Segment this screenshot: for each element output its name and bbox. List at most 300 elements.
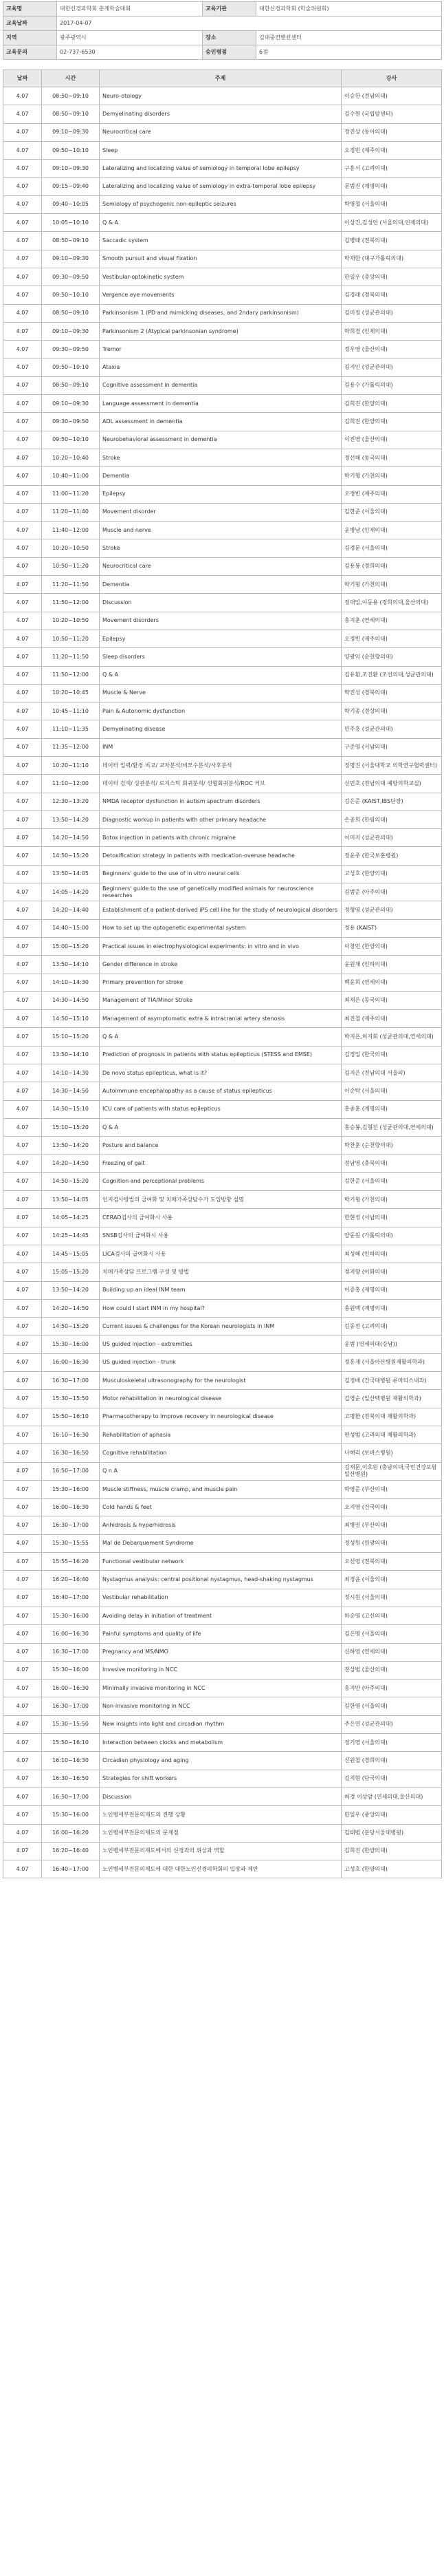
- table-row: [3, 250, 442, 268]
- cell-topic: Q & A: [100, 1118, 342, 1136]
- header-lecturer: 강사: [342, 70, 442, 87]
- cell-topic: Rehabilitation of aphasia: [100, 1426, 342, 1443]
- cell-date: 4.07: [3, 160, 42, 178]
- cell-date: 4.07: [3, 738, 42, 756]
- table-row: [3, 1372, 442, 1390]
- table-row: [3, 1318, 442, 1335]
- table-row: [3, 1860, 442, 1878]
- table-row: [3, 793, 442, 811]
- cell-topic: Establishment of a patient-derived iPS cell line for the study of neurological disorders: [100, 901, 342, 919]
- cell-time: 10:20~10:50: [42, 539, 100, 557]
- cell-time: 15:05~15:20: [42, 1263, 100, 1281]
- cell-time: 09:50~10:10: [42, 141, 100, 159]
- cell-date: 4.07: [3, 1426, 42, 1443]
- cell-date: 4.07: [3, 684, 42, 702]
- table-row: [3, 937, 442, 955]
- table-row: [3, 341, 442, 358]
- cell-date: 4.07: [3, 1155, 42, 1172]
- cell-time: 16:40~17:00: [42, 1589, 100, 1607]
- cell-time: 16:10~16:30: [42, 1426, 100, 1443]
- table-row: [3, 974, 442, 991]
- cell-topic: Musculoskeletal ultrasonography for the neurologist: [100, 1372, 342, 1390]
- cell-topic: Discussion: [100, 594, 342, 612]
- cell-topic: Current issues & challenges for the Korean neurologists in INM: [100, 1318, 342, 1335]
- cell-time: 16:50~17:00: [42, 1788, 100, 1805]
- cell-time: 09:15~09:40: [42, 178, 100, 195]
- table-row: [3, 1625, 442, 1643]
- cell-lecturer: 정선해 (동국의대): [342, 449, 442, 466]
- cell-date: 4.07: [3, 612, 42, 630]
- cell-date: 4.07: [3, 1064, 42, 1082]
- cell-time: 16:10~16:30: [42, 1752, 100, 1770]
- cell-topic: 데이터 검색/ 상관분석/ 로지스틱 회귀분석/ 선형회귀분석/ROC 커브: [100, 775, 342, 793]
- cell-topic: Epilepsy: [100, 485, 342, 503]
- cell-date: 4.07: [3, 1335, 42, 1353]
- cell-topic: Management of asymptomatic extra & intracranial artery stenosis: [100, 1010, 342, 1028]
- cell-date: 4.07: [3, 1734, 42, 1752]
- cell-time: 11:20~11:40: [42, 503, 100, 521]
- cell-topic: New insights into light and circadian rhythm: [100, 1715, 342, 1733]
- table-row: [3, 539, 442, 557]
- cell-lecturer: 정용 (KAIST): [342, 919, 442, 937]
- cell-time: 15:30~16:00: [42, 1607, 100, 1624]
- cell-time: 10:20~10:40: [42, 449, 100, 466]
- cell-topic: Functional vestibular network: [100, 1553, 342, 1571]
- table-row: [3, 1100, 442, 1118]
- cell-lecturer: 김태범 (분당서울대병원): [342, 1824, 442, 1842]
- cell-time: 14:50~15:20: [42, 1172, 100, 1190]
- table-row: [3, 160, 442, 178]
- cell-time: 08:50~09:10: [42, 304, 100, 322]
- table-row: [3, 576, 442, 594]
- cell-topic: ADL assessment in dementia: [100, 413, 342, 431]
- cell-date: 4.07: [3, 1462, 42, 1480]
- cell-date: 4.07: [3, 793, 42, 811]
- cell-date: 4.07: [3, 829, 42, 847]
- cell-date: 4.07: [3, 883, 42, 901]
- cell-time: 10:40~11:00: [42, 467, 100, 485]
- cell-lecturer: 홍승봉,김형진 (성균관의대,연세의대): [342, 1118, 442, 1136]
- cell-time: 14:50~15:20: [42, 847, 100, 865]
- cell-date: 4.07: [3, 1806, 42, 1824]
- table-row: [3, 1806, 442, 1824]
- info-row-course: [3, 2, 442, 17]
- table-row: [3, 648, 442, 666]
- cell-lecturer: 이상건,김성언 (서울의대,인제의대): [342, 214, 442, 232]
- cell-lecturer: 오정빈 (제주의대): [342, 485, 442, 503]
- cell-date: 4.07: [3, 1788, 42, 1805]
- cell-topic: Strategies for shift workers: [100, 1770, 342, 1788]
- cell-lecturer: 구흥서 (고려의대): [342, 160, 442, 178]
- cell-date: 4.07: [3, 1227, 42, 1245]
- cell-topic: Stroke: [100, 449, 342, 466]
- info-value-credits: 6점: [256, 45, 442, 60]
- table-row: [3, 485, 442, 503]
- cell-topic: Ataxia: [100, 358, 342, 376]
- table-row: [3, 1191, 442, 1209]
- cell-topic: Primary prevention for stroke: [100, 974, 342, 991]
- table-row: [3, 123, 442, 141]
- cell-topic: Vergence eye movements: [100, 286, 342, 304]
- cell-date: 4.07: [3, 1028, 42, 1046]
- table-row: [3, 1353, 442, 1371]
- cell-date: 4.07: [3, 1824, 42, 1842]
- cell-date: 4.07: [3, 937, 42, 955]
- cell-lecturer: 주은연 (성균관의대): [342, 1715, 442, 1733]
- cell-lecturer: 한일우 (중앙의대): [342, 268, 442, 286]
- cell-topic: Lateralizing and localizing value of semiology in extra-temporal lobe epilepsy: [100, 178, 342, 195]
- cell-time: 15:30~15:50: [42, 1715, 100, 1733]
- cell-lecturer: 박재한 (대구가톨릭의대): [342, 250, 442, 268]
- info-label-date: 교육날짜: [3, 17, 57, 31]
- cell-time: 13:50~14:20: [42, 1281, 100, 1299]
- table-row: [3, 141, 442, 159]
- cell-time: 16:20~16:40: [42, 1842, 100, 1860]
- cell-date: 4.07: [3, 1589, 42, 1607]
- cell-lecturer: 박기종 (경상의대): [342, 702, 442, 720]
- cell-lecturer: 김지은 (전남의대 서울의): [342, 1064, 442, 1082]
- cell-lecturer: 정우영 (울산의대): [342, 341, 442, 358]
- header-topic: 주제: [100, 70, 342, 87]
- cell-topic: US guided injection - trunk: [100, 1353, 342, 1371]
- cell-topic: NMDA receptor dysfunction in autism spectrum disorders: [100, 793, 342, 811]
- cell-topic: Vestibular rehabilitation: [100, 1589, 342, 1607]
- cell-lecturer: 하순영 (고신의대): [342, 1607, 442, 1624]
- cell-date: 4.07: [3, 503, 42, 521]
- cell-topic: Language assessment in dementia: [100, 395, 342, 413]
- cell-date: 4.07: [3, 376, 42, 394]
- table-row: [3, 1480, 442, 1498]
- cell-time: 13:50~14:05: [42, 865, 100, 883]
- table-row: [3, 1788, 442, 1805]
- table-row: [3, 413, 442, 431]
- cell-topic: Q & A: [100, 666, 342, 684]
- cell-date: 4.07: [3, 268, 42, 286]
- table-row: [3, 811, 442, 828]
- cell-lecturer: 정형영 (성균관의대): [342, 901, 442, 919]
- table-row: [3, 449, 442, 466]
- cell-date: 4.07: [3, 250, 42, 268]
- cell-time: 11:20~11:50: [42, 648, 100, 666]
- cell-lecturer: 정대일,이동용 (경희의대,울산의대): [342, 594, 442, 612]
- cell-lecturer: 고성호 (한양의대): [342, 865, 442, 883]
- cell-lecturer: 한현정 (서남의대): [342, 1209, 442, 1227]
- cell-lecturer: 정명진 (서울대학교 의학연구협력센터): [342, 756, 442, 774]
- table-row: [3, 1571, 442, 1589]
- table-row: [3, 1534, 442, 1552]
- cell-topic: Saccadic system: [100, 232, 342, 250]
- cell-date: 4.07: [3, 919, 42, 937]
- cell-topic: Pharmacotherapy to improve recovery in neurological disease: [100, 1408, 342, 1426]
- cell-topic: Mal de Debarquement Syndrome: [100, 1534, 342, 1552]
- cell-topic: SNSB검사의 급여화시 사용: [100, 1227, 342, 1245]
- cell-date: 4.07: [3, 956, 42, 974]
- table-row: [3, 1335, 442, 1353]
- cell-time: 10:45~11:10: [42, 702, 100, 720]
- cell-lecturer: 김병태 (전북의대): [342, 232, 442, 250]
- cell-topic: Dementia: [100, 576, 342, 594]
- cell-topic: Muscle & Nerve: [100, 684, 342, 702]
- cell-time: 14:20~14:40: [42, 901, 100, 919]
- table-row: [3, 865, 442, 883]
- cell-topic: Nystagmus analysis: central positional nystagmus, head-shaking nystagmus: [100, 1571, 342, 1589]
- table-row: [3, 847, 442, 865]
- cell-time: 11:50~12:00: [42, 594, 100, 612]
- cell-date: 4.07: [3, 1353, 42, 1371]
- table-row: [3, 991, 442, 1009]
- cell-lecturer: 이순탁 (서울의대): [342, 1082, 442, 1100]
- cell-time: 16:40~17:00: [42, 1860, 100, 1878]
- course-info-table: [3, 1, 442, 60]
- cell-lecturer: 전상범 (울산의대): [342, 1661, 442, 1679]
- table-row: [3, 1010, 442, 1028]
- cell-date: 4.07: [3, 413, 42, 431]
- cell-date: 4.07: [3, 648, 42, 666]
- cell-lecturer: 양광익 (순천향의대): [342, 648, 442, 666]
- cell-topic: 노인병세부전문의제도의 진행 상황: [100, 1806, 342, 1824]
- cell-lecturer: 박진성 (경북의대): [342, 684, 442, 702]
- table-row: [3, 956, 442, 974]
- cell-lecturer: 김용봉 (경희의대): [342, 557, 442, 575]
- table-row: [3, 522, 442, 539]
- cell-topic: Tremor: [100, 341, 342, 358]
- cell-topic: Neuro-otology: [100, 87, 342, 105]
- cell-date: 4.07: [3, 594, 42, 612]
- info-label-venue: 장소: [203, 31, 256, 45]
- table-row: [3, 1697, 442, 1715]
- cell-lecturer: 정기영 (서울의대): [342, 1734, 442, 1752]
- table-row: [3, 919, 442, 937]
- cell-lecturer: 홍종훈 (계명의대): [342, 1100, 442, 1118]
- cell-time: 15:30~15:50: [42, 1390, 100, 1408]
- cell-date: 4.07: [3, 522, 42, 539]
- cell-time: 14:05~14:20: [42, 883, 100, 901]
- table-row: [3, 1408, 442, 1426]
- cell-time: 13:50~14:05: [42, 1191, 100, 1209]
- cell-time: 08:50~09:10: [42, 87, 100, 105]
- table-row: [3, 395, 442, 413]
- cell-date: 4.07: [3, 1553, 42, 1571]
- cell-time: 10:20~11:10: [42, 756, 100, 774]
- cell-date: 4.07: [3, 1191, 42, 1209]
- cell-lecturer: 손종희 (한림의대): [342, 811, 442, 828]
- cell-topic: Pain & Autonomic dysfunction: [100, 702, 342, 720]
- cell-lecturer: 한일우 (중앙의대): [342, 1806, 442, 1824]
- table-row: [3, 1499, 442, 1516]
- cell-lecturer: 정성원 (원광의대): [342, 1534, 442, 1552]
- table-row: [3, 87, 442, 105]
- cell-time: 09:50~10:10: [42, 431, 100, 449]
- cell-topic: Parkinsonism 1 (PD and mimicking diseases, and 2ndary parkinsonism): [100, 304, 342, 322]
- cell-date: 4.07: [3, 449, 42, 466]
- table-row: [3, 358, 442, 376]
- cell-date: 4.07: [3, 557, 42, 575]
- cell-time: 16:00~16:30: [42, 1353, 100, 1371]
- cell-time: 15:30~15:55: [42, 1534, 100, 1552]
- cell-date: 4.07: [3, 1679, 42, 1697]
- cell-topic: Motor rehabilitation in neurological disease: [100, 1390, 342, 1408]
- info-label-region: 지역: [3, 31, 57, 45]
- cell-time: 11:20~11:50: [42, 576, 100, 594]
- cell-topic: 노인병세부전문의제도의 문제점: [100, 1824, 342, 1842]
- cell-date: 4.07: [3, 901, 42, 919]
- table-row: [3, 1172, 442, 1190]
- cell-time: 09:10~09:30: [42, 250, 100, 268]
- cell-date: 4.07: [3, 467, 42, 485]
- cell-topic: Anhidrosis & hyperhidrosis: [100, 1516, 342, 1534]
- schedule-header-row: [3, 70, 442, 87]
- table-row: [3, 1643, 442, 1661]
- cell-topic: INM: [100, 738, 342, 756]
- cell-lecturer: 김수현 (국립암센터): [342, 105, 442, 123]
- cell-date: 4.07: [3, 1715, 42, 1733]
- cell-topic: US guided injection - extremities: [100, 1335, 342, 1353]
- table-row: [3, 1661, 442, 1679]
- cell-date: 4.07: [3, 1480, 42, 1498]
- cell-date: 4.07: [3, 1444, 42, 1462]
- cell-time: 16:00~16:30: [42, 1625, 100, 1643]
- cell-lecturer: 백윤희 (연세의대): [342, 974, 442, 991]
- cell-time: 14:45~15:05: [42, 1245, 100, 1263]
- cell-date: 4.07: [3, 195, 42, 213]
- cell-time: 16:30~17:00: [42, 1643, 100, 1661]
- cell-lecturer: 박영철 (서울의대): [342, 195, 442, 213]
- cell-lecturer: 홍원백 (계명의대): [342, 1299, 442, 1317]
- cell-date: 4.07: [3, 1299, 42, 1317]
- cell-topic: Beginners' guide to the use of genetically modified animals for neuroscience researches: [100, 883, 342, 901]
- table-row: [3, 1118, 442, 1136]
- cell-lecturer: 구준영 (서남의대): [342, 738, 442, 756]
- cell-topic: CERAD검사의 급여화시 사용: [100, 1209, 342, 1227]
- cell-lecturer: 김미정 (성균관의대): [342, 304, 442, 322]
- cell-date: 4.07: [3, 1172, 42, 1190]
- cell-lecturer: 신민호 (전남의대 예방의학교실): [342, 775, 442, 793]
- cell-time: 14:10~14:30: [42, 1064, 100, 1082]
- cell-lecturer: 김영순 (일산백병원 재활의학과): [342, 1390, 442, 1408]
- cell-lecturer: 박영준 (부산의대): [342, 1480, 442, 1498]
- table-row: [3, 1842, 442, 1860]
- cell-lecturer: 양동원 (가톨릭의대): [342, 1227, 442, 1245]
- cell-time: 16:00~16:30: [42, 1499, 100, 1516]
- info-value-date: 2017-04-07: [57, 17, 442, 31]
- cell-topic: Smooth pursuit and visual fixation: [100, 250, 342, 268]
- cell-time: 11:10~11:35: [42, 720, 100, 738]
- cell-date: 4.07: [3, 1770, 42, 1788]
- cell-time: 11:35~12:00: [42, 738, 100, 756]
- cell-time: 16:00~16:30: [42, 1679, 100, 1697]
- cell-topic: Vestibular-optokinetic system: [100, 268, 342, 286]
- cell-lecturer: 김희진 (한양의대): [342, 1842, 442, 1860]
- table-row: [3, 1209, 442, 1227]
- cell-time: 14:05~14:25: [42, 1209, 100, 1227]
- cell-lecturer: 최진철 (제주의대): [342, 1010, 442, 1028]
- cell-lecturer: 윤원채 (인하의대): [342, 956, 442, 974]
- cell-date: 4.07: [3, 539, 42, 557]
- cell-date: 4.07: [3, 1137, 42, 1155]
- cell-topic: Semiology of psychogenic non-epileptic seizures: [100, 195, 342, 213]
- table-row: [3, 1064, 442, 1082]
- table-row: [3, 684, 442, 702]
- cell-lecturer: 이창민 (한양의대): [342, 937, 442, 955]
- cell-date: 4.07: [3, 991, 42, 1009]
- cell-time: 16:30~16:50: [42, 1444, 100, 1462]
- cell-lecturer: 박기형 (가천의대): [342, 467, 442, 485]
- table-row: [3, 1607, 442, 1624]
- cell-topic: Avoiding delay in initiation of treatment: [100, 1607, 342, 1624]
- cell-date: 4.07: [3, 1860, 42, 1878]
- cell-time: 09:50~10:10: [42, 358, 100, 376]
- cell-lecturer: 오선영 (전북의대): [342, 1553, 442, 1571]
- cell-lecturer: 김희진 (한양의대): [342, 413, 442, 431]
- info-row-location: [3, 31, 442, 45]
- cell-lecturer: 고성호 (한양의대): [342, 1860, 442, 1878]
- cell-time: 16:30~16:50: [42, 1770, 100, 1788]
- cell-date: 4.07: [3, 232, 42, 250]
- cell-time: 08:50~09:10: [42, 376, 100, 394]
- cell-topic: Cognitive assessment in dementia: [100, 376, 342, 394]
- cell-topic: Q & A: [100, 214, 342, 232]
- cell-topic: Discussion: [100, 1788, 342, 1805]
- cell-topic: Epilepsy: [100, 630, 342, 647]
- cell-topic: Detoxification strategy in patients with medication-overuse headache: [100, 847, 342, 865]
- cell-lecturer: 오지영 (건국의대): [342, 1499, 442, 1516]
- table-row: [3, 431, 442, 449]
- cell-time: 13:50~14:20: [42, 1137, 100, 1155]
- table-row: [3, 376, 442, 394]
- cell-lecturer: 정지향 (이화의대): [342, 1263, 442, 1281]
- cell-time: 10:20~10:45: [42, 684, 100, 702]
- cell-time: 16:20~16:40: [42, 1571, 100, 1589]
- cell-lecturer: 허경 이상암 (연세의대,울산의대): [342, 1788, 442, 1805]
- cell-date: 4.07: [3, 322, 42, 340]
- cell-date: 4.07: [3, 1625, 42, 1643]
- table-row: [3, 1263, 442, 1281]
- cell-lecturer: 김은명 (서울의대): [342, 1625, 442, 1643]
- cell-date: 4.07: [3, 1516, 42, 1534]
- cell-date: 4.07: [3, 1100, 42, 1118]
- cell-date: 4.07: [3, 720, 42, 738]
- cell-time: 16:30~17:00: [42, 1372, 100, 1390]
- cell-date: 4.07: [3, 775, 42, 793]
- cell-topic: Neurocritical care: [100, 557, 342, 575]
- cell-date: 4.07: [3, 756, 42, 774]
- table-row: [3, 214, 442, 232]
- cell-topic: Q n A: [100, 1462, 342, 1480]
- cell-date: 4.07: [3, 304, 42, 322]
- cell-time: 09:30~09:50: [42, 413, 100, 431]
- cell-topic: Non-invasive monitoring in NCC: [100, 1697, 342, 1715]
- cell-lecturer: 최정윤 (서울의대): [342, 1571, 442, 1589]
- cell-date: 4.07: [3, 286, 42, 304]
- cell-date: 4.07: [3, 974, 42, 991]
- cell-date: 4.07: [3, 1697, 42, 1715]
- cell-topic: Building up an ideal INM team: [100, 1281, 342, 1299]
- schedule-body: [3, 87, 442, 1878]
- cell-date: 4.07: [3, 1607, 42, 1624]
- cell-time: 11:00~11:20: [42, 485, 100, 503]
- cell-lecturer: 김한준 (서울의대): [342, 503, 442, 521]
- cell-time: 15:30~16:00: [42, 1335, 100, 1353]
- info-value-contact: 02-737-6530: [57, 45, 203, 60]
- cell-lecturer: 고명환 (전북의대 재활의학과): [342, 1408, 442, 1426]
- table-row: [3, 268, 442, 286]
- cell-time: 10:50~11:20: [42, 630, 100, 647]
- cell-lecturer: 홍지만 (아주의대): [342, 1679, 442, 1697]
- table-row: [3, 1516, 442, 1534]
- table-row: [3, 738, 442, 756]
- cell-time: 11:40~12:00: [42, 522, 100, 539]
- cell-lecturer: 김유환,조진환 (조선의대,성균관의대): [342, 666, 442, 684]
